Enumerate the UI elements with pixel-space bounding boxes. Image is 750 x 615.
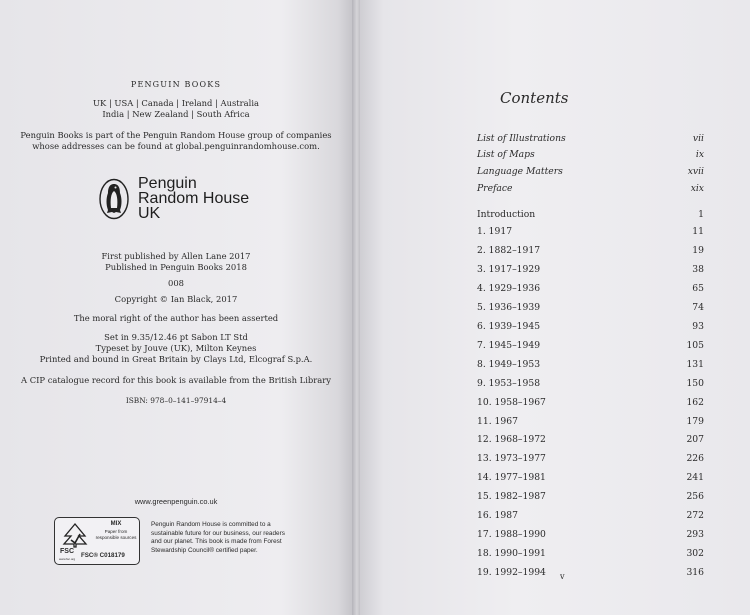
toc-entry	[477, 207, 704, 223]
toc-entry	[477, 451, 704, 467]
toc-entry	[477, 262, 704, 278]
toc-entry-page: 150	[686, 377, 704, 389]
toc-entry-label: 5. 1936–1939	[477, 301, 541, 313]
toc-entry-label: 14. 1977–1981	[477, 472, 546, 484]
toc-entry	[477, 338, 704, 354]
toc-entry-page: xix	[690, 183, 704, 194]
toc-entry	[477, 489, 704, 505]
toc-entry-page: 302	[686, 548, 704, 560]
fsc-mix-line-1: Paper from	[104, 529, 128, 534]
fsc-statement	[151, 521, 321, 555]
fsc-label: FSC	[60, 548, 74, 555]
toc-entry	[477, 300, 704, 316]
toc-entry-label: 15. 1982–1987	[477, 491, 546, 503]
moral-right: The moral right of the author has been asserted	[73, 313, 279, 323]
toc-entry-page: 162	[686, 396, 704, 408]
isbn: ISBN: 978–0–141–97914–4	[125, 396, 227, 405]
fsc-statement-line: Stewardship Council® certified paper.	[151, 546, 258, 554]
toc-entry	[477, 527, 704, 543]
toc-entry-label: 12. 1968–1972	[477, 434, 546, 446]
website-link: www.greenpenguin.co.uk	[134, 497, 218, 506]
toc-entry-label: 2. 1882–1917	[477, 244, 541, 256]
toc-entry	[477, 164, 704, 180]
toc-entry-label: 9. 1953–1958	[477, 377, 541, 389]
imprint-name: PENGUIN BOOKS	[130, 80, 222, 89]
toc-entry-label: 4. 1929–1936	[477, 282, 541, 294]
fsc-licence-code: FSC® C018179	[81, 552, 125, 559]
toc-entry-label: 1. 1917	[477, 226, 513, 237]
book-gutter	[352, 0, 360, 615]
toc-entry	[477, 376, 704, 392]
toc-entry-label: Preface	[477, 183, 513, 194]
fsc-mix: MIX	[110, 521, 122, 527]
toc-entry-page: 241	[686, 472, 704, 484]
toc-entry-page: 207	[686, 434, 704, 446]
fsc-tree-icon	[60, 522, 90, 548]
toc-entry	[477, 243, 704, 259]
toc-entry-page: 131	[686, 358, 704, 370]
toc-entry-label: 7. 1945–1949	[477, 339, 541, 351]
cip-record: A CIP catalogue record for this book is available from the British Library	[20, 375, 332, 385]
toc-entry	[477, 565, 704, 581]
toc-entry-label: List of Maps	[477, 149, 535, 160]
fsc-mix-line-2: responsible sources	[95, 534, 137, 540]
toc-entry-page: 105	[686, 339, 704, 351]
fsc-statement-line: Penguin Random House is committed to a	[151, 521, 271, 528]
toc-entry-page: 293	[686, 529, 704, 541]
toc-entry-page: 19	[692, 244, 704, 256]
toc-entry-page: 272	[686, 510, 704, 522]
toc-entry-page: 226	[686, 453, 704, 465]
toc-entry-page: 256	[686, 491, 704, 503]
toc-entry	[477, 470, 704, 486]
toc-entry-label: 16. 1987	[477, 510, 518, 522]
toc-entry-page: 93	[692, 320, 704, 332]
toc-entry	[477, 147, 704, 163]
toc-entry-page: ix	[695, 149, 704, 160]
toc-entry	[477, 414, 704, 430]
toc-entry-page: 38	[692, 263, 704, 275]
toc-entry	[477, 395, 704, 411]
toc-entry-label: 13. 1973–1977	[477, 453, 546, 465]
toc-entry-page: 65	[692, 282, 704, 294]
toc-entry-label: 3. 1917–1929	[477, 263, 541, 275]
printed-and-bound: Printed and bound in Great Britain by Clays Ltd, Elcograf S.p.A.	[39, 354, 313, 364]
logo-word-random-house: Random House	[138, 190, 250, 207]
toc-entry	[477, 546, 704, 562]
fsc-logo-box	[54, 517, 140, 565]
logo-word-penguin: Penguin	[138, 175, 197, 192]
typeset-line-2: Typeset by Jouve (UK), Milton Keynes	[95, 343, 257, 353]
toc-entry-label: List of Illustrations	[477, 133, 566, 144]
toc-entry	[477, 224, 704, 240]
territories-line-2: India | New Zealand | South Africa	[102, 109, 250, 119]
toc-entry-label: 10. 1958–1967	[477, 396, 546, 408]
toc-entry	[477, 319, 704, 335]
fsc-website: www.fsc.org	[59, 557, 76, 561]
toc-entry-page: 11	[692, 226, 704, 237]
toc-entry	[477, 508, 704, 524]
logo-word-uk: UK	[138, 205, 161, 222]
toc-entry-label: Introduction	[477, 209, 536, 220]
toc-entry-label: 8. 1949–1953	[477, 358, 541, 370]
toc-entry-label: 18. 1990–1991	[477, 548, 546, 560]
toc-entry-label: 19. 1992–1994	[477, 567, 546, 579]
penguin-icon	[98, 178, 130, 220]
toc-entry-page: 179	[686, 415, 704, 427]
toc-entry-label: 11. 1967	[477, 415, 518, 427]
fsc-mix-subtitle	[95, 529, 137, 540]
fsc-statement-line: sustainable future for our business, our readers	[151, 529, 285, 537]
toc-entry-label: Language Matters	[477, 166, 563, 177]
typeset-line-1: Set in 9.35/12.46 pt Sabon LT Std	[104, 332, 248, 342]
copyright-notice: Copyright © Ian Black, 2017	[114, 294, 238, 304]
toc-entry-page: vii	[692, 133, 704, 144]
toc-entry	[477, 357, 704, 373]
territories-line-1: UK | USA | Canada | Ireland | Australia	[92, 98, 260, 108]
penguin-random-house-logo	[98, 175, 258, 228]
fsc-statement-line: and our planet. This book is made from Forest	[151, 538, 282, 546]
toc-entry-page: xvii	[687, 166, 704, 177]
published-in-penguin: Published in Penguin Books 2018	[105, 262, 247, 272]
toc-entry-page: 74	[692, 301, 704, 313]
group-statement-1: Penguin Books is part of the Penguin Random House group of companies	[20, 130, 332, 140]
toc-entry-label: 17. 1988–1990	[477, 529, 546, 541]
contents-title: Contents	[500, 89, 569, 107]
toc-entry	[477, 432, 704, 448]
toc-entry-page: 1	[698, 209, 704, 220]
toc-entry-page: 316	[686, 567, 704, 579]
group-statement-2: whose addresses can be found at global.penguinrandomhouse.com.	[32, 141, 320, 151]
first-published: First published by Allen Lane 2017	[101, 251, 251, 261]
toc-entry	[477, 131, 704, 147]
toc-entry-label: 6. 1939–1945	[477, 320, 541, 332]
toc-entry	[477, 281, 704, 297]
toc-entry	[477, 181, 704, 197]
print-code: 008	[168, 278, 184, 288]
page-folio: v	[560, 572, 565, 581]
